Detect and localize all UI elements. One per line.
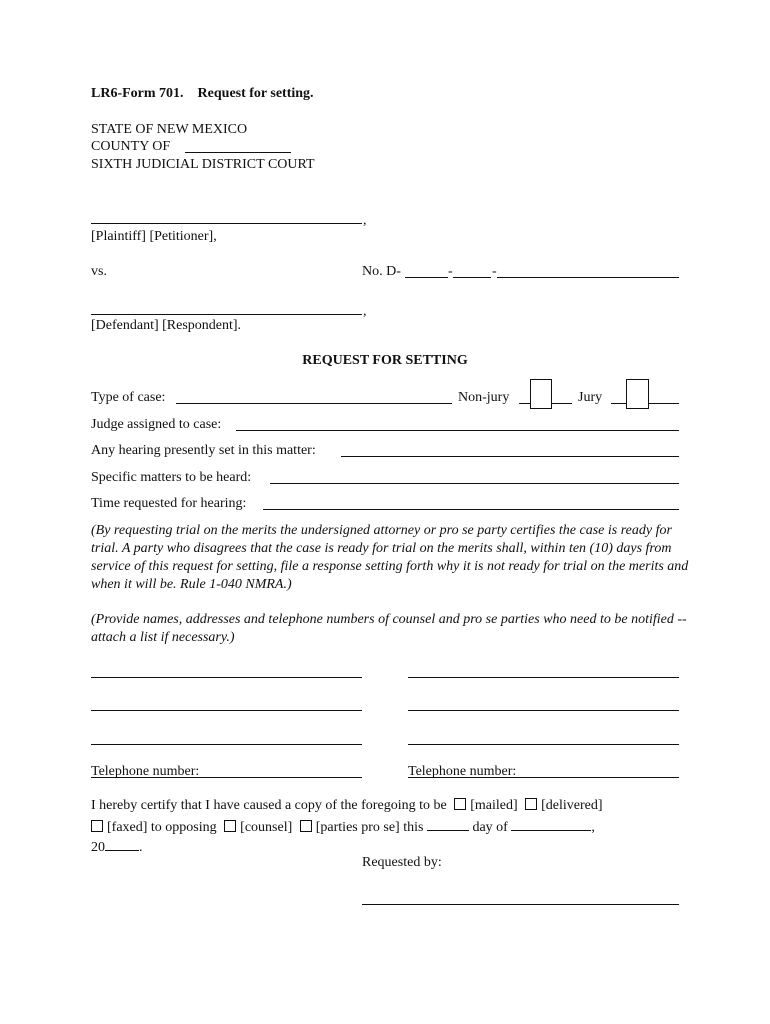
- delivered-label: [delivered]: [541, 798, 603, 813]
- court-name: SIXTH JUDICIAL DISTRICT COURT: [91, 157, 315, 172]
- counsel-left-line-1[interactable]: [91, 677, 362, 678]
- parties-pro-se-label: [parties pro se] this: [315, 820, 424, 835]
- counsel-label: [counsel]: [240, 820, 293, 835]
- certificate-line-3: [91, 838, 143, 856]
- counsel-right-line-3[interactable]: [408, 744, 679, 745]
- jury-label: Jury: [578, 390, 603, 405]
- telephone-label-right: Telephone number:: [408, 764, 517, 779]
- certificate-comma: ,: [591, 820, 595, 835]
- form-title-block: [91, 86, 314, 102]
- counsel-left-line-3[interactable]: [91, 744, 362, 745]
- notice-paragraph: (By requesting trial on the merits the undersigned attorney or pro se party certifies the case is ready for trial. A party who disagrees that the case is ready for trial on the merits shall, within ten (10) days from service of this request for setting, file a response setting forth why it is not ready for trial on the merits and when it will be. Rule 1-040 NMRA.): [91, 523, 689, 592]
- case-number-part2[interactable]: [453, 277, 491, 278]
- case-number-part3[interactable]: [497, 277, 679, 278]
- defendant-comma: ,: [363, 304, 367, 319]
- year-field[interactable]: [105, 838, 139, 851]
- certificate-intro: I hereby certify that I have caused a copy of the foregoing to be: [91, 798, 447, 813]
- names-paragraph: (Provide names, addresses and telephone numbers of counsel and pro se parties who need to be notified -- attach a list if necessary.): [91, 612, 687, 645]
- non-jury-label: Non-jury: [458, 390, 510, 405]
- signature-line[interactable]: [362, 904, 679, 905]
- certificate-line-1: [91, 798, 603, 814]
- plaintiff-field[interactable]: [91, 223, 362, 224]
- case-number-prefix: No. D-: [362, 264, 401, 279]
- year-prefix: 20: [91, 840, 105, 855]
- counsel-checkbox[interactable]: [224, 820, 236, 832]
- case-number-part1[interactable]: [405, 277, 448, 278]
- mailed-label: [mailed]: [470, 798, 518, 813]
- plaintiff-comma: ,: [363, 213, 367, 228]
- defendant-label: [Defendant] [Respondent].: [91, 318, 242, 333]
- counsel-right-line-1[interactable]: [408, 677, 679, 678]
- counsel-left-line-2[interactable]: [91, 710, 362, 711]
- hearing-set-field[interactable]: [341, 456, 679, 457]
- time-requested-field[interactable]: [263, 509, 679, 510]
- judge-assigned-label: Judge assigned to case:: [91, 417, 222, 432]
- case-number-sep1: -: [448, 264, 453, 279]
- month-field[interactable]: [511, 818, 591, 831]
- certificate-line-2: [91, 818, 595, 836]
- case-number-sep2: -: [492, 264, 497, 279]
- telephone-field-right[interactable]: [408, 777, 679, 778]
- defendant-field[interactable]: [91, 314, 362, 315]
- faxed-label: [faxed] to opposing: [107, 820, 217, 835]
- hearing-set-label: Any hearing presently set in this matter:: [91, 443, 316, 458]
- county-field[interactable]: [185, 152, 291, 153]
- vs-label: vs.: [91, 264, 107, 279]
- time-requested-label: Time requested for hearing:: [91, 496, 247, 511]
- faxed-checkbox[interactable]: [91, 820, 103, 832]
- mailed-checkbox[interactable]: [454, 798, 466, 810]
- parties-pro-se-checkbox[interactable]: [300, 820, 312, 832]
- delivered-checkbox[interactable]: [525, 798, 537, 810]
- judge-assigned-field[interactable]: [236, 430, 679, 431]
- plaintiff-label: [Plaintiff] [Petitioner],: [91, 229, 217, 244]
- non-jury-checkbox[interactable]: [530, 379, 552, 409]
- counsel-right-line-2[interactable]: [408, 710, 679, 711]
- jury-checkbox[interactable]: [626, 379, 649, 409]
- type-of-case-field[interactable]: [176, 403, 452, 404]
- day-field[interactable]: [427, 818, 469, 831]
- state-name: STATE OF NEW MEXICO: [91, 122, 248, 137]
- specific-matters-label: Specific matters to be heard:: [91, 470, 252, 485]
- form-subtitle: Request for setting.: [197, 86, 314, 101]
- county-label: COUNTY OF: [91, 139, 171, 154]
- section-title: REQUEST FOR SETTING: [302, 353, 468, 368]
- specific-matters-field[interactable]: [270, 483, 679, 484]
- form-title: LR6-Form 701.: [91, 86, 184, 101]
- day-of-label: day of: [472, 820, 508, 835]
- year-suffix: .: [139, 840, 143, 855]
- telephone-field-left[interactable]: [91, 777, 362, 778]
- telephone-label-left: Telephone number:: [91, 764, 200, 779]
- type-of-case-label: Type of case:: [91, 390, 166, 405]
- requested-by-label: Requested by:: [362, 855, 442, 870]
